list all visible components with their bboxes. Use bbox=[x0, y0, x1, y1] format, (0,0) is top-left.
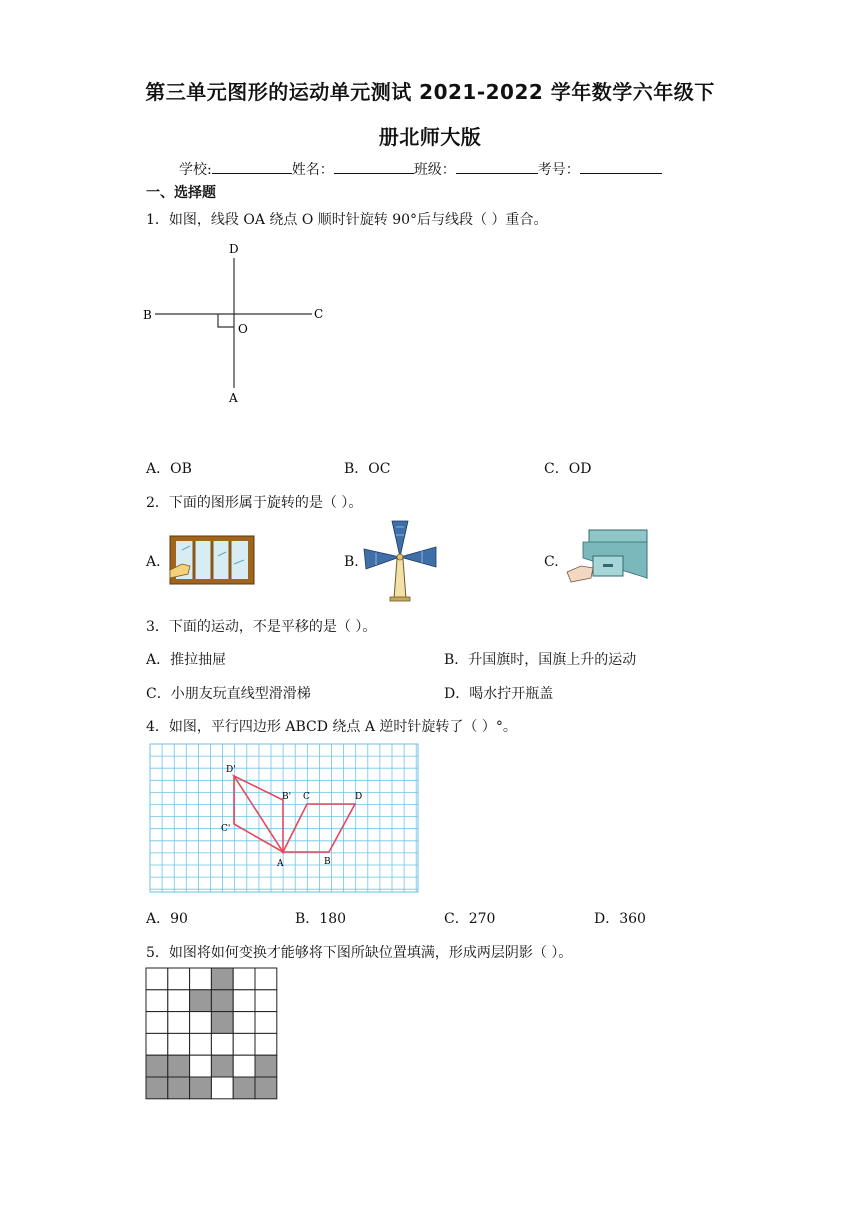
shaded-cell bbox=[211, 968, 233, 990]
q3-option-d[interactable]: D．喝水拧开瓶盖 bbox=[444, 686, 554, 702]
shaded-cell bbox=[211, 1012, 233, 1034]
question-3-stem: 3．下面的运动，不是平移的是（ ）。 bbox=[146, 619, 377, 635]
empty-cell bbox=[168, 1033, 190, 1055]
empty-cell bbox=[190, 1055, 212, 1077]
shaded-cell bbox=[211, 1055, 233, 1077]
q4-label-c: C bbox=[303, 792, 310, 802]
q4-option-a[interactable]: A．90 bbox=[146, 911, 188, 927]
windmill-image bbox=[362, 519, 438, 603]
shaded-cell bbox=[168, 1055, 190, 1077]
class-label: 班级： bbox=[413, 162, 456, 178]
q1-option-b[interactable]: B．OC bbox=[344, 461, 391, 477]
empty-cell bbox=[146, 968, 168, 990]
q5-cells bbox=[146, 968, 277, 1099]
name-label: 姓名： bbox=[291, 162, 334, 178]
empty-cell bbox=[168, 1012, 190, 1034]
shaded-cell bbox=[168, 1077, 190, 1099]
empty-cell bbox=[233, 1012, 255, 1034]
q4-label-b1: B' bbox=[282, 792, 292, 802]
q4-option-b[interactable]: B．180 bbox=[295, 911, 347, 927]
class-blank[interactable] bbox=[456, 159, 538, 174]
q4-option-c[interactable]: C．270 bbox=[444, 911, 496, 927]
q1-label-a: A bbox=[229, 391, 238, 405]
empty-cell bbox=[168, 990, 190, 1012]
empty-cell bbox=[211, 1077, 233, 1099]
q4-grid-figure bbox=[148, 742, 420, 894]
q4-label-d1: D' bbox=[226, 765, 236, 775]
shaded-cell bbox=[211, 990, 233, 1012]
q3-option-b[interactable]: B．升国旗时，国旗上升的运动 bbox=[444, 652, 637, 668]
empty-cell bbox=[168, 968, 190, 990]
q3-option-c[interactable]: C．小朋友玩直线型滑滑梯 bbox=[146, 686, 311, 702]
exam-label: 考号： bbox=[537, 162, 580, 178]
q4-label-b: B bbox=[324, 857, 331, 867]
q5-block-grid bbox=[145, 967, 279, 1101]
q1-label-b: B bbox=[143, 308, 152, 322]
exam-blank[interactable] bbox=[580, 159, 662, 174]
section-heading: 一、选择题 bbox=[146, 185, 216, 201]
student-info-line bbox=[179, 159, 662, 179]
q1-label-o: O bbox=[238, 322, 248, 336]
q2-option-c[interactable]: C. bbox=[544, 554, 559, 570]
school-blank[interactable] bbox=[212, 159, 292, 174]
shaded-cell bbox=[190, 1077, 212, 1099]
q1-label-c: C bbox=[314, 307, 324, 321]
school-label: 学校: bbox=[179, 162, 212, 178]
q1-right-angle-mark bbox=[218, 314, 234, 327]
shaded-cell bbox=[233, 1077, 255, 1099]
empty-cell bbox=[255, 1033, 277, 1055]
empty-cell bbox=[233, 1055, 255, 1077]
shaded-cell bbox=[146, 1077, 168, 1099]
empty-cell bbox=[211, 1033, 233, 1055]
q1-label-d: D bbox=[229, 242, 239, 256]
empty-cell bbox=[190, 1012, 212, 1034]
q3-option-a[interactable]: A．推拉抽屉 bbox=[146, 652, 227, 668]
empty-cell bbox=[146, 990, 168, 1012]
question-4-stem: 4．如图，平行四边形 ABCD 绕点 A 逆时针旋转了（ ）°。 bbox=[146, 719, 517, 735]
q4-option-d[interactable]: D．360 bbox=[594, 911, 646, 927]
name-blank[interactable] bbox=[334, 159, 414, 174]
empty-cell bbox=[233, 968, 255, 990]
empty-cell bbox=[255, 990, 277, 1012]
empty-cell bbox=[233, 990, 255, 1012]
question-5-stem: 5．如图将如何变换才能够将下图所缺位置填满，形成两层阴影（ ）。 bbox=[146, 945, 573, 961]
question-2-stem: 2．下面的图形属于旋转的是（ ）。 bbox=[146, 495, 363, 511]
shaded-cell bbox=[146, 1055, 168, 1077]
shaded-cell bbox=[255, 1077, 277, 1099]
empty-cell bbox=[146, 1033, 168, 1055]
q1-figure bbox=[140, 238, 340, 410]
empty-cell bbox=[255, 968, 277, 990]
q2-option-a[interactable]: A. bbox=[146, 554, 161, 570]
shaded-cell bbox=[255, 1055, 277, 1077]
empty-cell bbox=[233, 1033, 255, 1055]
drawer-image bbox=[563, 528, 649, 592]
q1-option-c[interactable]: C．OD bbox=[544, 461, 592, 477]
empty-cell bbox=[190, 1033, 212, 1055]
page-title-line2: 册北师大版 bbox=[378, 125, 482, 149]
shaded-cell bbox=[190, 990, 212, 1012]
q4-label-c1: C' bbox=[221, 824, 231, 834]
q1-option-a[interactable]: A．OB bbox=[146, 461, 192, 477]
q4-label-a: A bbox=[277, 859, 284, 869]
q4-label-d: D bbox=[355, 792, 363, 802]
window-sliding-image bbox=[168, 534, 256, 586]
q2-option-b[interactable]: B. bbox=[344, 554, 359, 570]
question-1-stem: 1．如图，线段 OA 绕点 O 顺时针旋转 90°后与线段（ ）重合。 bbox=[146, 212, 548, 228]
page-title: 第三单元图形的运动单元测试 2021-2022 学年数学六年级下 bbox=[145, 80, 715, 104]
empty-cell bbox=[255, 1012, 277, 1034]
empty-cell bbox=[146, 1012, 168, 1034]
empty-cell bbox=[190, 968, 212, 990]
